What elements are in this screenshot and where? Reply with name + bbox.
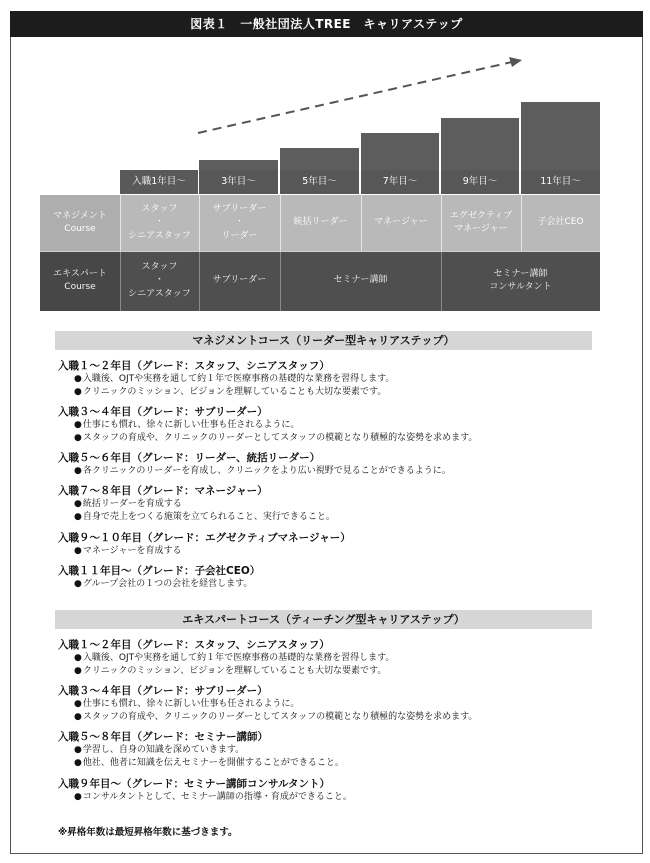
management-staff: スタッフ ・ シニアスタッフ [120, 195, 199, 251]
step-header-3: 5年目〜 [280, 148, 359, 194]
m-entry-5: 入職９～１０年目（グレード：エグゼクティブマネージャー） ● マネージャーを育成する [58, 531, 351, 558]
management-ceo: 子会社CEO [521, 195, 600, 251]
e-entry-3: 入職５～８年目（グレード：セミナー講師） ● 学習し、自身の知識を深めていきます。 ● 他社、他者に知識を伝えセミナーを開催することができること。 [58, 730, 344, 770]
m-entry-4: 入職７～８年目（グレード：マネージャー） ● 統括リーダーを育成する ● 自身で売上をつくる施策を立てられること、実行できること。 [58, 484, 335, 524]
m-entry-3: 入職５～６年目（グレード：リーダー、統括リーダー） ● 各クリニックのリーダーを育成し、クリニックをより広い視野で見ることができるように。 [58, 451, 451, 478]
m-entry-6: 入職１１年目～（グレード：子会社CEO） ● グループ会社の１つの会社を経営します。 [58, 564, 260, 591]
management-general-leader: 統括リーダー [280, 195, 361, 251]
expert-course-label: エキスパート Course [40, 251, 120, 311]
m-entry-1: 入職１～２年目（グレード：スタッフ、シニアスタッフ） ● 入職後、OJTや実務を通して約１年で医療事務の基礎的な業務を習得します。 ● クリニックのミッション、ビジョンを理解していることも大切な要素です。 [58, 359, 394, 399]
expert-section-heading: エキスパートコース（ティーチング型キャリアステップ） [55, 610, 592, 629]
m-entry-2: 入職３～４年目（グレード：サブリーダー） ● 仕事にも慣れ、徐々に新しい仕事も任されるように。 ● スタッフの育成や、クリニックのリーダーとしてスタッフの模範となり積極的な姿勢を求めます。 [58, 405, 477, 445]
step-header-5: 9年目〜 [441, 118, 519, 194]
e-entry-2: 入職３～４年目（グレード：サブリーダー） ● 仕事にも慣れ、徐々に新しい仕事も任されるように。 ● スタッフの育成や、クリニックのリーダーとしてスタッフの模範となり積極的な姿勢を求めます。 [58, 684, 477, 724]
expert-subleader: サブリーダー [199, 251, 280, 311]
step-header-1: 入職1年目〜 [120, 170, 198, 194]
step-header-2: 3年目〜 [199, 160, 278, 194]
step-header-6: 11年目〜 [521, 102, 600, 194]
step-header-4: 7年目〜 [361, 133, 439, 194]
management-course-label: マネジメント Course [40, 195, 120, 251]
expert-seminar-consultant: セミナー講師 コンサルタント [441, 251, 600, 311]
footnote: ※昇格年数は最短昇格年数に基づきます。 [58, 827, 238, 838]
expert-staff: スタッフ ・ シニアスタッフ [120, 251, 199, 311]
management-manager: マネージャー [361, 195, 441, 251]
figure-title: 図表１ 一般社団法人TREE キャリアステップ [10, 11, 643, 37]
e-entry-4: 入職９年目～（グレード：セミナー講師コンサルタント） ● コンサルタントとして、セミナー講師の指導・育成ができること。 [58, 777, 352, 804]
expert-seminar-lecturer: セミナー講師 [280, 251, 441, 311]
management-section-heading: マネジメントコース（リーダー型キャリアステップ） [55, 331, 592, 350]
management-executive: エグゼクティブ マネージャー [441, 195, 521, 251]
e-entry-1: 入職１～２年目（グレード：スタッフ、シニアスタッフ） ● 入職後、OJTや実務を通して約１年で医療事務の基礎的な業務を習得します。 ● クリニックのミッション、ビジョンを理解していることも大切な要素です。 [58, 638, 394, 678]
management-subleader: サブリーダー ・ リーダー [199, 195, 280, 251]
